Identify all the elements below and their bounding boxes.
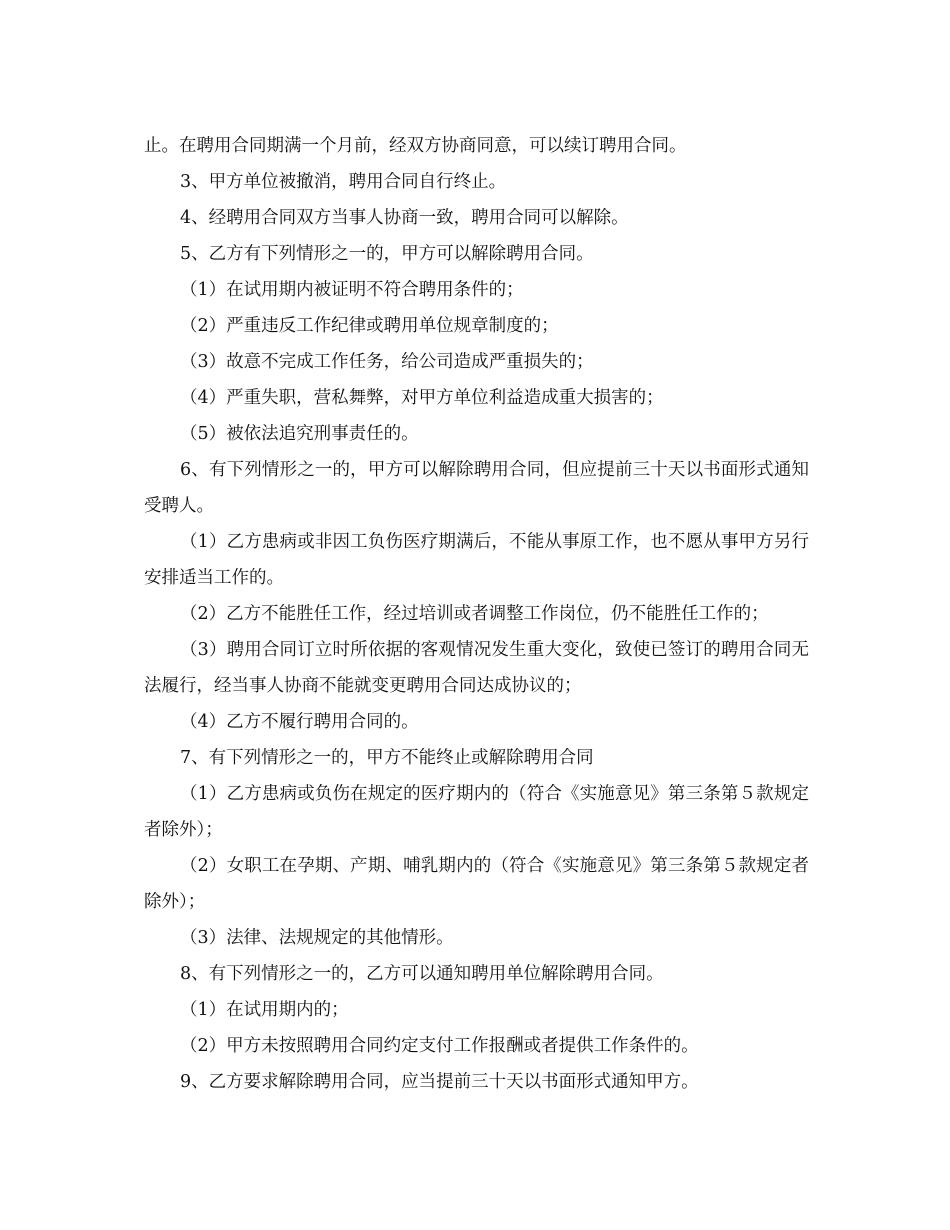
clause-8-item-1: （1）在试用期内的；	[180, 1000, 349, 1020]
clause-6-item-1: （1）乙方患病或非因工负伤医疗期满后，不能从事原工作，也不愿从事甲方另行安排适当工作的。	[144, 532, 809, 588]
clause-5-item-4: （4）严重失职，营私舞弊，对甲方单位利益造成重大损害的；	[180, 388, 664, 408]
clause-5-item-2: （2）严重违反工作纪律或聘用单位规章制度的；	[180, 316, 559, 336]
document-body	[144, 128, 809, 1100]
clause-6-item-4: （4）乙方不履行聘用合同的。	[180, 712, 419, 732]
clause-7-item-1: （1）乙方患病或负伤在规定的医疗期内的（符合《实施意见》第三条第５款规定者除外）；	[144, 784, 809, 840]
clause-8: 8、有下列情形之一的，乙方可以通知聘用单位解除聘用合同。	[180, 964, 664, 984]
clause-9: 9、乙方要求解除聘用合同，应当提前三十天以书面形式通知甲方。	[180, 1072, 699, 1092]
clause-7-item-3: （3）法律、法规规定的其他情形。	[180, 928, 454, 948]
clause-7: 7、有下列情形之一的，甲方不能终止或解除聘用合同	[180, 748, 594, 768]
clause-4: 4、经聘用合同双方当事人协商一致，聘用合同可以解除。	[180, 208, 629, 228]
clause-5-item-3: （3）故意不完成工作任务，给公司造成严重损失的；	[180, 352, 594, 372]
paragraph-continuation: 止。在聘用合同期满一个月前，经双方协商同意，可以续订聘用合同。	[144, 136, 687, 156]
clause-5-item-1: （1）在试用期内被证明不符合聘用条件的；	[180, 280, 524, 300]
clause-5: 5、乙方有下列情形之一的，甲方可以解除聘用合同。	[180, 244, 594, 264]
clause-6-item-3: （3）聘用合同订立时所依据的客观情况发生重大变化，致使已签订的聘用合同无法履行，经当事人协商不能就变更聘用合同达成协议的；	[144, 640, 809, 696]
clause-6-item-2: （2）乙方不能胜任工作，经过培训或者调整工作岗位，仍不能胜任工作的；	[180, 604, 769, 624]
clause-6: 6、有下列情形之一的，甲方可以解除聘用合同，但应提前三十天以书面形式通知受聘人。	[144, 460, 809, 516]
clause-3: 3、甲方单位被撤消，聘用合同自行终止。	[180, 172, 507, 192]
clause-7-item-2: （2）女职工在孕期、产期、哺乳期内的（符合《实施意见》第三条第５款规定者除外）；	[144, 856, 809, 912]
clause-5-item-5: （5）被依法追究刑事责任的。	[180, 424, 419, 444]
clause-8-item-2: （2）甲方未按照聘用合同约定支付工作报酬或者提供工作条件的。	[180, 1036, 699, 1056]
